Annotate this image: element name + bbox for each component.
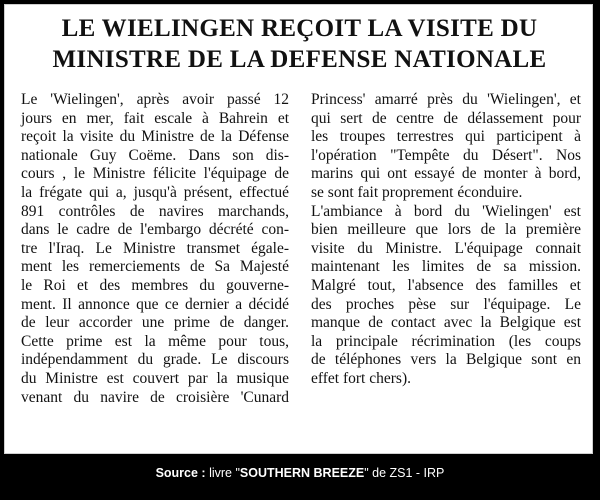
text-line: Malgré tout, l'absence des familles et — [311, 276, 581, 294]
text-line: des proches pèse sur l'équipage. Le — [311, 295, 581, 313]
text-line: Le 'Wielingen', après avoir passé 12 — [21, 91, 289, 108]
text-line: 891 contrôles de navires marchands, — [21, 202, 289, 220]
text-line: de leur accorder une prime de danger. — [21, 314, 289, 332]
text-line: ment les remerciements de Sa Majesté — [21, 258, 289, 276]
headline-line-1: LE WIELINGEN REÇOIT LA VISITE DU — [61, 15, 538, 42]
source-text-after: " de ZS1 - IRP — [364, 466, 445, 480]
text-line: venant du navire de croisière 'Cunard — [21, 388, 289, 406]
headline-line-2: MINISTRE DE LA DEFENSE NATIONALE — [52, 46, 547, 73]
text-line: effet fort chers). — [311, 369, 411, 387]
text-line: reçoit la visite du Ministre de la Défense — [21, 128, 289, 146]
text-line: indépendamment du grade. Le discours — [21, 351, 289, 369]
text-line: visite du Ministre. L'équipage connait — [311, 239, 581, 257]
text-line: qui sert de centre de délassement pour — [311, 109, 581, 127]
text-line: les troupes terrestres qui participent à — [311, 128, 581, 146]
article-headline — [5, 13, 594, 75]
text-line: la frégate qui a, jusqu'à présent, effectué — [21, 183, 289, 201]
text-line: se sont fait proprement éconduire. — [311, 183, 523, 201]
article-column-right — [311, 91, 581, 389]
source-text-before: livre " — [205, 466, 240, 480]
text-line: la principale récrimination (les coups — [311, 332, 581, 350]
source-label: Source : — [155, 466, 206, 480]
text-line: de téléphones vers la Belgique sont en — [311, 351, 581, 369]
text-line: bien meilleure que lors de la première — [311, 221, 581, 239]
text-line: le Roi et des membres du gouverne- — [21, 276, 289, 294]
text-line: jours en mer, fait escale à Bahrein et — [21, 109, 289, 127]
text-line: dans le cadre de l'embargo décrété con- — [21, 221, 289, 239]
text-line: Cette prime est la même pour tous, — [21, 332, 289, 350]
article-column-left — [21, 91, 289, 407]
source-book-title: SOUTHERN BREEZE — [239, 466, 365, 480]
text-line: ment. Il annonce que ce dernier a décidé — [21, 295, 289, 313]
text-line: marins qui ont essayé de monter à bord, — [311, 165, 581, 183]
text-line: nationale Guy Coëme. Dans son dis- — [21, 146, 289, 164]
text-line: L'ambiance à bord du 'Wielingen' est — [311, 202, 581, 220]
text-line: cours , le Ministre félicite l'équipage de — [21, 165, 289, 183]
text-line: Princess' amarré près du 'Wielingen', et — [311, 91, 581, 108]
text-line: l'opération "Tempête du Désert". Nos — [311, 146, 581, 164]
text-line: du Ministre est couvert par la musique — [21, 369, 289, 387]
text-line: tre l'Iraq. Le Ministre transmet égale- — [21, 239, 289, 257]
source-caption — [0, 466, 600, 480]
newspaper-clipping — [4, 4, 593, 454]
text-line: manque de contact avec la Belgique est — [311, 314, 581, 332]
text-line: maintenant les limites de sa mission. — [311, 258, 581, 276]
